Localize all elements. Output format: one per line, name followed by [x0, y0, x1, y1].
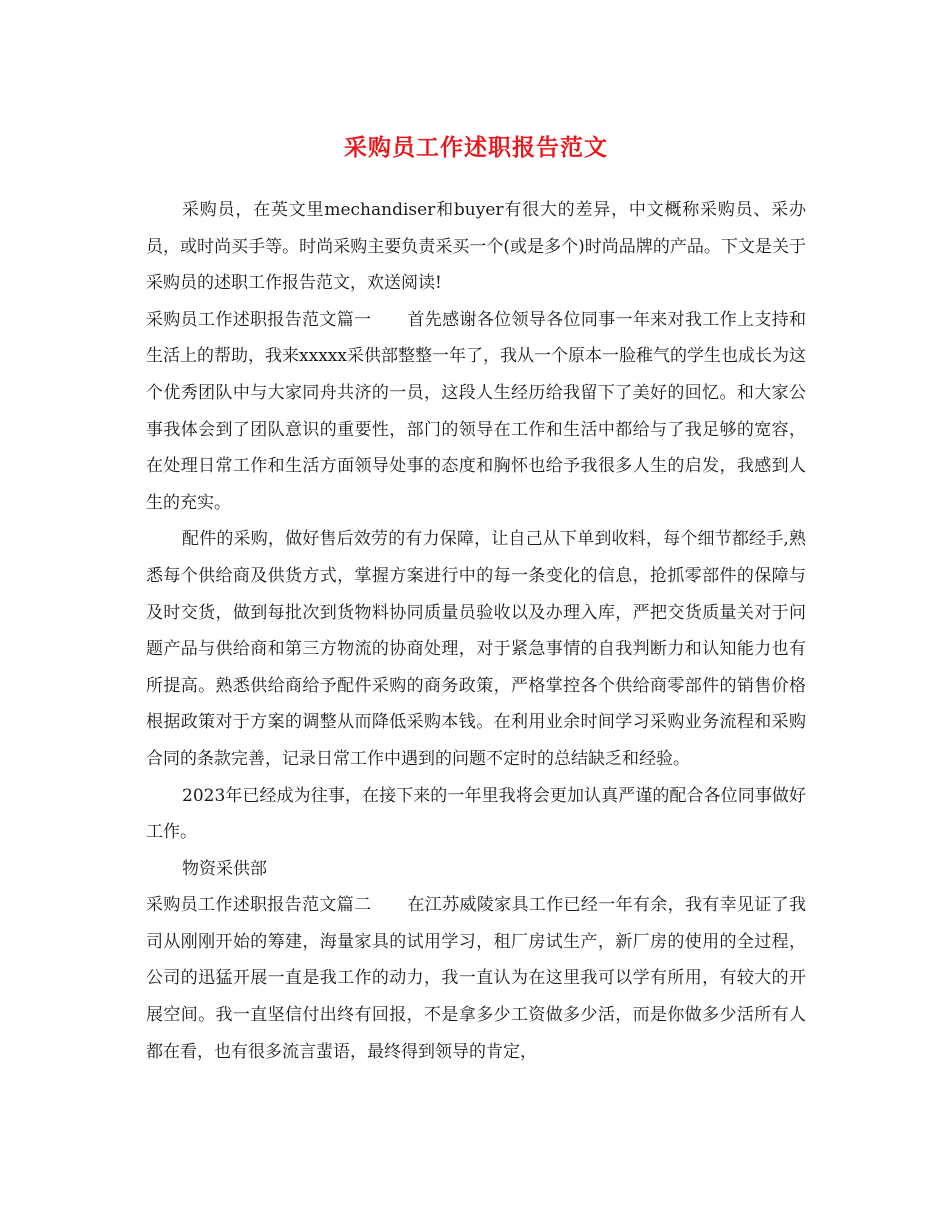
document-title: 采购员工作述职报告范文: [344, 134, 608, 161]
intro-paragraph: 采购员，在英文里mechandiser和buyer有很大的差异，中文概称采购员、采办员，或时尚买手等。时尚采购主要负责采买一个(或是多个)时尚品牌的产品。下文是关于采购员的述职工作报告范文，欢送阅读!: [146, 200, 806, 294]
section1-heading: 采购员工作述职报告范文篇一: [146, 309, 372, 330]
document-page: [146, 128, 806, 1070]
section1-paragraph2: 配件的采购，做好售后效劳的有力保障，让自己从下单到收料，每个细节都经手,熟悉每个供给商及供货方式，掌握方案进行中的每一条变化的信息，抢抓零部件的保障与及时交货，做到每批次到货物料协同质量员验收以及办理入库，严把交货质量关对于问题产品与供给商和第三方物流的协商处理，对于紧急事情的自我判断力和认知能力也有所提高。熟悉供给商给予配件采购的商务政策，严格掌控各个供给商零部件的销售价格根据政策对于方案的调整从而降低采购本钱。在利用业余时间学习采购业务流程和采购合同的条款完善，记录日常工作中遇到的问题不定时的总结缺乏和经验。: [146, 529, 806, 769]
section1-paragraph1: [146, 302, 806, 522]
section1-paragraph3: 2023年已经成为往事，在接下来的一年里我将会更加认真严谨的配合各位同事做好工作。: [146, 785, 806, 843]
section2-first-paragraph: 在江苏威陵家具工作已经一年有余，我有幸见证了我司从刚刚开始的筹建，海量家具的试用学习，租厂房试生产，新厂房的使用的全过程，公司的迅猛开展一直是我工作的动力，我一直认为在这里我可以学有所用，有较大的开展空间。我一直坚信付出终有回报，不是拿多少工资做多少活，而是你做多少活所有人都在看，也有很多流言蜚语，最终得到领导的肯定，: [146, 895, 807, 1062]
section1-signature: 物资采供部: [182, 858, 267, 879]
section1-first-paragraph: 首先感谢各位领导各位同事一年来对我工作上支持和生活上的帮助，我来xxxxx采供部整整一年了，我从一个原本一脸稚气的学生也成长为这个优秀团队中与大家同舟共济的一员，这段人生经历给我留下了美好的回忆。和大家公事我体会到了团队意识的重要性，部门的领导在工作和生活中都给与了我足够的宽容，在处理日常工作和生活方面领导处事的态度和胸怀也给予我很多人生的启发，我感到人生的充实。: [146, 309, 807, 513]
section2-heading: 采购员工作述职报告范文篇二: [146, 895, 372, 916]
section2-paragraph1: [146, 887, 806, 1070]
